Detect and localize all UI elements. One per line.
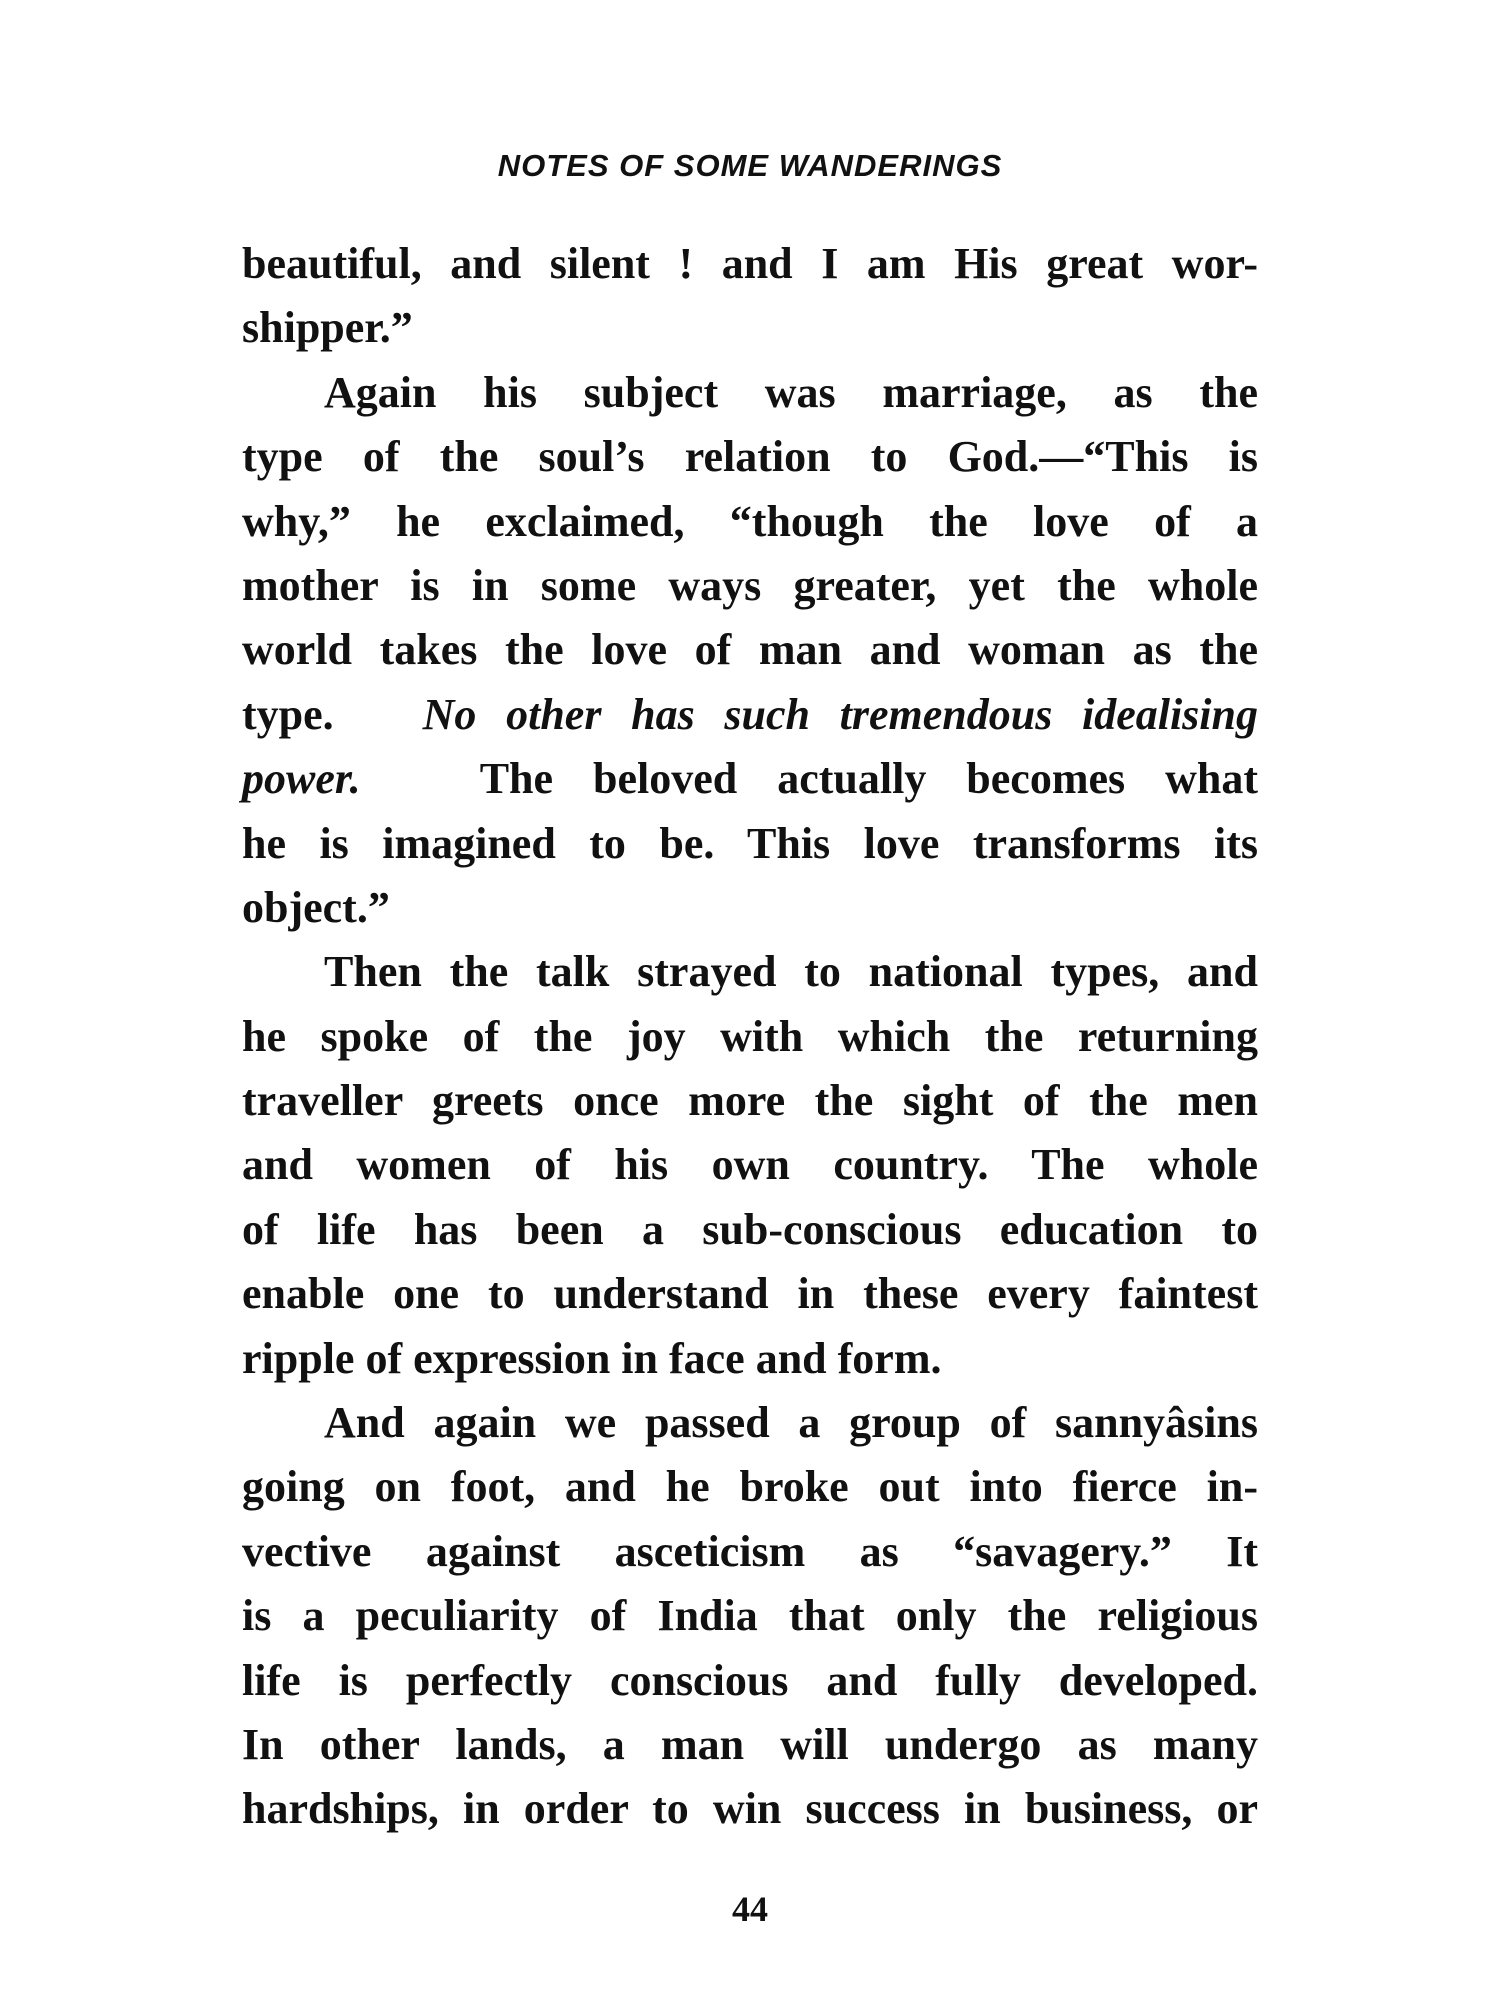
text-line: hardships, in order to win success in business, or (242, 1784, 1258, 1834)
text-line: he is imagined to be. This love transforms its (242, 818, 1258, 868)
text-line: vective against asceticism as “savagery.” It (242, 1526, 1258, 1576)
text-line: is a peculiarity of India that only the religious (242, 1591, 1258, 1641)
text-line: of life has been a sub-conscious education to (242, 1204, 1258, 1254)
text-line: type of the soul’s relation to God.—“This is (242, 432, 1258, 482)
text-line: object.” (242, 882, 390, 932)
plain-text-segment: The beloved actually becomes what (479, 754, 1258, 804)
text-line: going on foot, and he broke out into fierce in- (242, 1462, 1258, 1512)
text-line: ripple of expression in face and form. (242, 1333, 942, 1383)
text-line: he spoke of the joy with which the returning (242, 1011, 1258, 1061)
text-line: why,” he exclaimed, “though the love of a (242, 496, 1258, 546)
text-line: traveller greets once more the sight of the men (242, 1076, 1258, 1126)
text-line: and women of his own country. The whole (242, 1140, 1258, 1190)
body-text (242, 232, 1258, 1842)
text-line: Again his subject was marriage, as the (324, 367, 1258, 417)
italic-text-segment: power. (242, 754, 361, 804)
text-line: shipper.” (242, 303, 413, 353)
italic-text-segment: No other has such tremendous idealising (422, 689, 1259, 739)
text-line: enable one to understand in these every faintest (242, 1269, 1258, 1319)
text-line: beautiful, and silent ! and I am His great wor- (242, 239, 1258, 288)
text-line: life is perfectly conscious and fully developed. (242, 1655, 1258, 1705)
text-line: And again we passed a group of sannyâsins (324, 1398, 1258, 1448)
running-head: NOTES OF SOME WANDERINGS (497, 148, 1003, 183)
page-number: 44 (732, 1889, 768, 1929)
text-line: world takes the love of man and woman as the (242, 625, 1258, 675)
plain-text-segment: type. (242, 689, 334, 739)
text-line: mother is in some ways greater, yet the whole (242, 560, 1258, 610)
text-line (242, 683, 1258, 747)
text-line: Then the talk strayed to national types, and (324, 947, 1258, 997)
text-line: In other lands, a man will undergo as many (242, 1719, 1258, 1769)
text-line (242, 747, 1258, 811)
